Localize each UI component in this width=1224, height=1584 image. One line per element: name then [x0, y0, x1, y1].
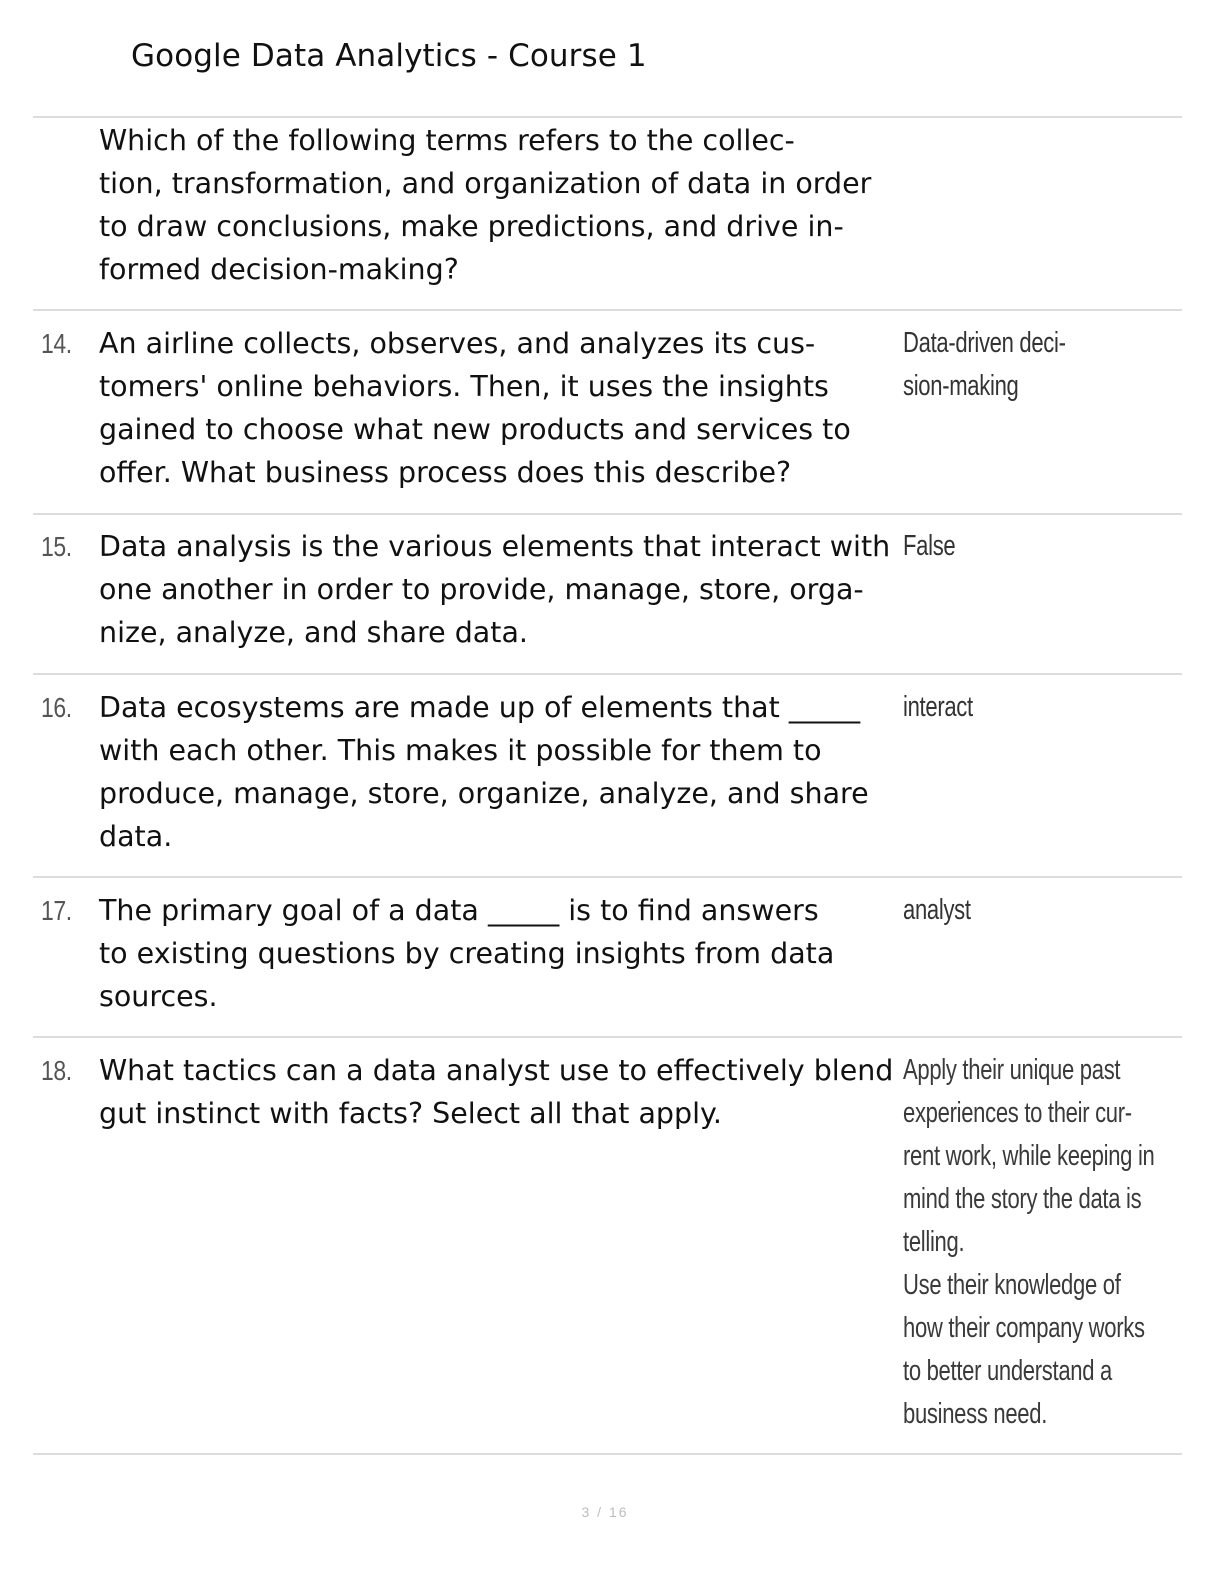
divider — [33, 513, 1182, 515]
question-text: The primary goal of a data _____ is to find answers to existing questions by creating insights from data sources. — [99, 894, 835, 1013]
answer-text: interact — [903, 691, 973, 723]
divider — [33, 1453, 1182, 1455]
question-text: Data ecosystems are made up of elements that _____ with each other. This makes it possible for them to produce, manage, store, organize, analyze, and share data. — [99, 691, 869, 853]
answer-text: Data-driven deci- sion-making — [903, 327, 1066, 402]
divider — [33, 673, 1182, 675]
question-number: 16. — [41, 692, 72, 723]
document-title: Google Data Analytics - Course 1 — [131, 38, 647, 74]
question-number: 15. — [41, 531, 72, 562]
question-text: An airline collects, observes, and analyzes its cus- tomers' online behaviors. Then, it uses the insights gained to choose what new products and services to offer. What business process does this describe? — [99, 327, 851, 489]
question-text: Data analysis is the various elements that interact with one another in order to provide, manage, store, orga- nize, analyze, and share data. — [99, 530, 891, 649]
answer-text: False — [903, 530, 956, 562]
answer-text: Apply their unique past experiences to their cur- rent work, while keeping in mind the story the data is telling. Use their knowledge of how their company works to better understand a business need. — [903, 1054, 1155, 1430]
question-text: Which of the following terms refers to the collec- tion, transformation, and organization of data in order to draw conclusions, make predictions, and drive in- formed decision-making? — [99, 124, 872, 286]
divider — [33, 116, 1182, 118]
question-number: 14. — [41, 328, 72, 359]
divider — [33, 309, 1182, 311]
divider — [33, 876, 1182, 878]
question-number: 18. — [41, 1055, 72, 1086]
question-text: What tactics can a data analyst use to effectively blend gut instinct with facts? Select all that apply. — [99, 1054, 894, 1130]
page-number: 3 / 16 — [581, 1504, 629, 1520]
divider — [33, 1036, 1182, 1038]
answer-text: analyst — [903, 894, 971, 926]
question-number: 17. — [41, 895, 72, 926]
